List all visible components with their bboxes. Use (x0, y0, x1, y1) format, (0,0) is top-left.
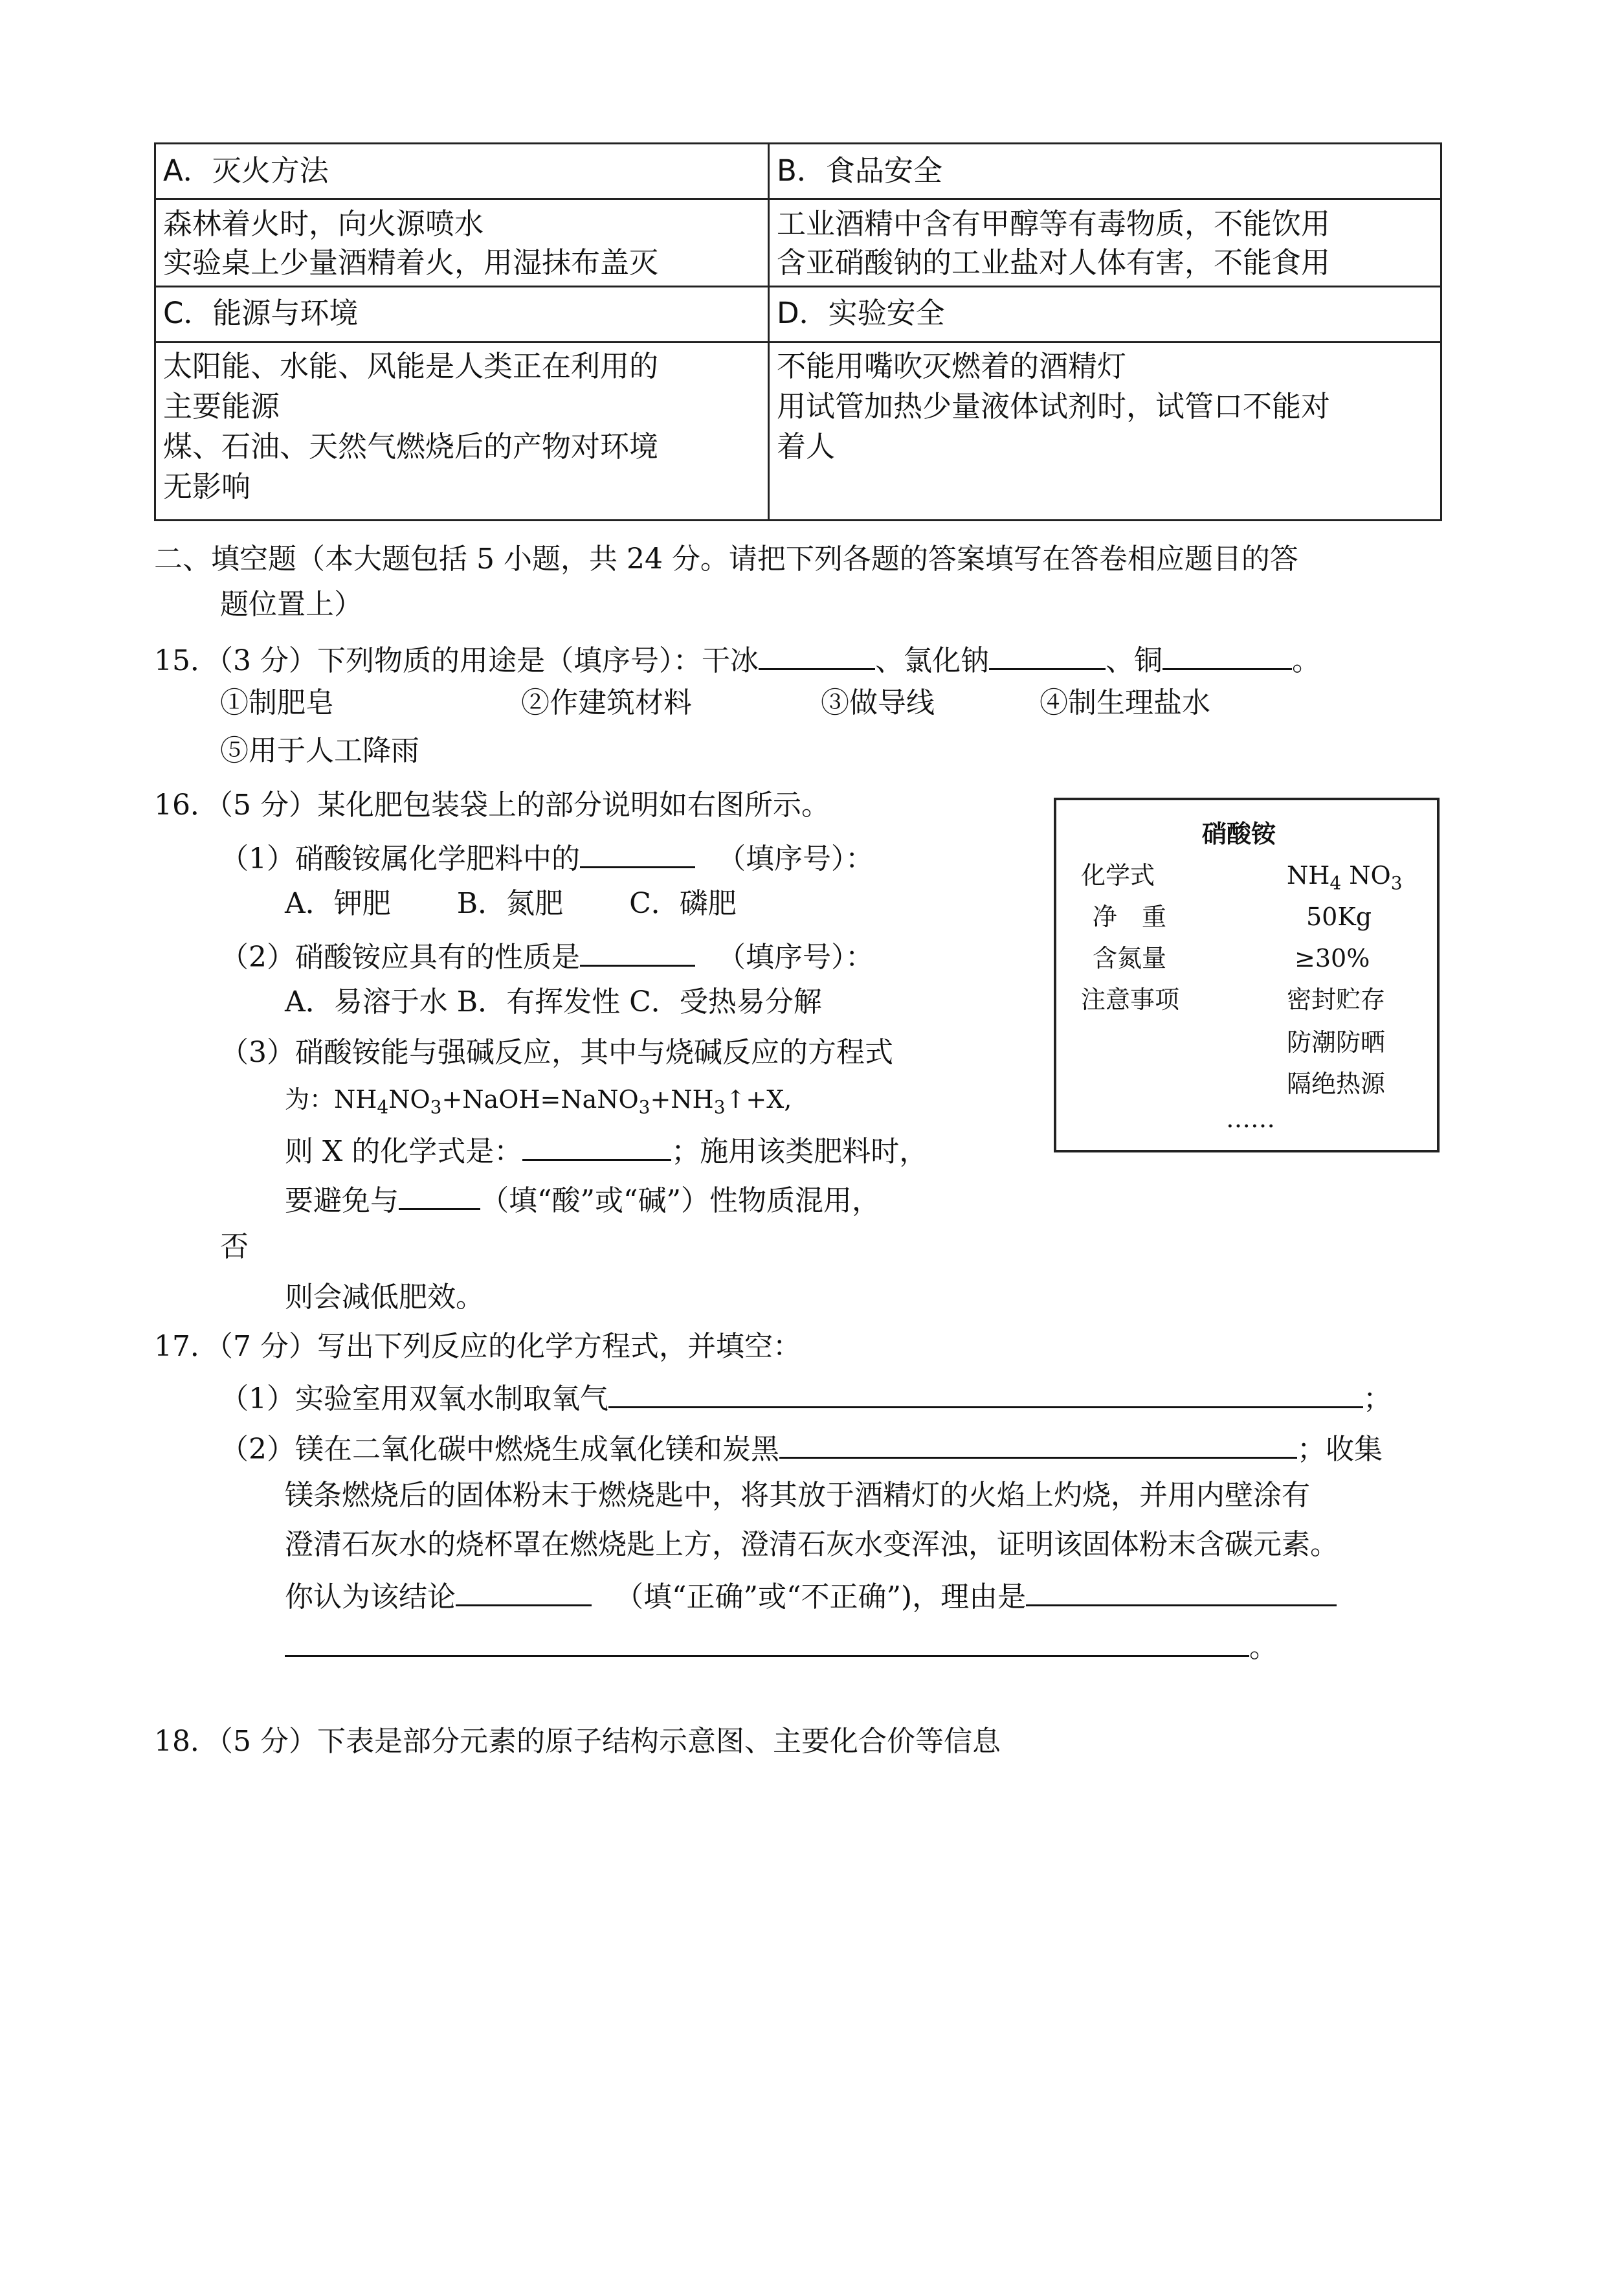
table-rule (154, 198, 1442, 200)
answer-blank[interactable] (989, 638, 1106, 670)
label-value: 50Kg (1306, 903, 1372, 931)
question-15 (154, 638, 1320, 680)
cell-c-line: 主要能源 (163, 389, 280, 423)
q16-part2 (220, 935, 874, 977)
q17-part1-text: （1）实验室用双氧水制取氧气 (220, 1382, 608, 1415)
cell-c-line: 太阳能、水能、风能是人类正在利用的 (163, 349, 659, 383)
equation-text: NO (388, 1085, 430, 1114)
answer-blank[interactable] (1026, 1575, 1337, 1606)
q17-part1 (220, 1376, 1392, 1419)
answer-blank[interactable] (522, 1129, 671, 1161)
answer-blank[interactable] (580, 935, 695, 967)
q16-equation (285, 1080, 792, 1119)
q17-part2 (220, 1427, 1383, 1469)
label-value-sub: 4 (1329, 872, 1342, 894)
q15-stem: 、氯化钠 (874, 644, 989, 677)
label-value-text: NO (1341, 861, 1391, 890)
label-value: 隔绝热源 (1287, 1070, 1386, 1098)
q15-stem: 15．（3 分）下列物质的用途是（填序号）：干冰 (154, 644, 759, 677)
q16-part1-options: A．钾肥 B．氮肥 C．磷肥 (285, 887, 737, 920)
table-rule (1440, 142, 1442, 521)
q16-last: 则会减低肥效。 (285, 1281, 484, 1314)
table-rule (154, 341, 1442, 343)
cell-a-header: A．灭火方法 (163, 153, 329, 188)
label-value: ≥30% (1295, 944, 1370, 972)
q16-part2-options: A．易溶于水 B．有挥发性 C．受热易分解 (285, 985, 822, 1018)
label-key: 注意事项 (1081, 985, 1180, 1014)
q16-part3: （3）硝酸铵能与强碱反应，其中与烧碱反应的方程式 (220, 1036, 893, 1069)
equation-text: +NaOH=NaNO (441, 1085, 639, 1114)
q16-avoid-text: 要避免与 (285, 1184, 399, 1217)
q17-line: 镁条燃烧后的固体粉末于燃烧匙中，将其放于酒精灯的火焰上灼烧，并用内壁涂有 (285, 1479, 1310, 1512)
table-rule (768, 142, 770, 521)
table-rule (154, 142, 156, 521)
label-key: 净 重 (1093, 903, 1167, 931)
question-16: 16．（5 分）某化肥包装袋上的部分说明如右图所示。 (154, 789, 830, 822)
q17-line: 澄清石灰水的烧杯罩在燃烧匙上方，澄清石灰水变浑浊，证明该固体粉末含碳元素。 (285, 1528, 1339, 1561)
cell-c-line: 煤、石油、天然气燃烧后的产物对环境 (163, 429, 659, 464)
answer-blank[interactable] (456, 1575, 592, 1606)
label-key: 化学式 (1081, 861, 1155, 890)
cell-d-line: 不能用嘴吹灭燃着的酒精灯 (777, 349, 1127, 383)
q15-option: ②作建筑材料 (521, 686, 692, 719)
label-value: 密封贮存 (1287, 985, 1386, 1014)
q17-part2-end: ；收集 (1297, 1433, 1383, 1466)
q16-part1 (220, 837, 874, 879)
q17-part2-text: （2）镁在二氧化碳中燃烧生成氧化镁和炭黑 (220, 1433, 779, 1466)
fertilizer-label (1054, 798, 1440, 1152)
label-ellipsis: …… (1226, 1105, 1275, 1133)
answer-blank[interactable] (285, 1625, 1249, 1657)
question-17: 17．（7 分）写出下列反应的化学方程式，并填空： (154, 1330, 801, 1363)
q16-avoid-text: （填“酸”或“碱”）性物质混用， (480, 1184, 880, 1217)
cell-a-line: 森林着火时，向火源喷水 (163, 207, 484, 241)
q16-avoid (285, 1178, 880, 1220)
equation-text: 为：NH (285, 1085, 377, 1114)
q15-stem: 、铜 (1105, 644, 1162, 677)
q16-part2-text: （2）硝酸铵应具有的性质是 (220, 941, 580, 974)
cell-b-line: 工业酒精中含有甲醇等有毒物质，不能饮用 (777, 207, 1331, 241)
equation-text: ↑+X, (725, 1085, 792, 1114)
answer-blank[interactable] (759, 638, 875, 670)
q17-line-text: （填“正确”或“不正确”)，理由是 (615, 1580, 1027, 1613)
equation-text: +NH (650, 1085, 714, 1114)
q17-line-end: 。 (1249, 1631, 1278, 1664)
cell-c-line: 无影响 (163, 469, 251, 504)
cell-d-header: D．实验安全 (777, 296, 945, 330)
label-value (1287, 860, 1403, 894)
q15-option: ③做导线 (821, 686, 935, 719)
q16-fou: 否 (220, 1230, 249, 1263)
q15-option: ①制肥皂 (220, 686, 334, 719)
q16-part1-tail: （填序号）： (717, 842, 874, 875)
answer-blank[interactable] (779, 1427, 1297, 1459)
cell-d-line: 用试管加热少量液体试剂时，试管口不能对 (777, 389, 1331, 423)
q16-part1-text: （1）硝酸铵属化学肥料中的 (220, 842, 580, 875)
answer-blank[interactable] (399, 1178, 480, 1210)
answer-blank[interactable] (580, 837, 695, 868)
cell-a-line: 实验桌上少量酒精着火，用湿抹布盖灭 (163, 245, 659, 280)
label-title: 硝酸铵 (1202, 819, 1276, 848)
q16-x-text: 则 X 的化学式是： (285, 1135, 523, 1168)
label-value-sub: 3 (1390, 872, 1403, 894)
q17-line-text: 你认为该结论 (285, 1580, 456, 1613)
table-rule (154, 142, 1442, 144)
q15-option: ④制生理盐水 (1040, 686, 1210, 719)
cell-d-line: 着人 (777, 429, 836, 464)
cell-b-line: 含亚硝酸钠的工业盐对人体有害，不能食用 (777, 245, 1331, 280)
q17-part1-end: ； (1363, 1382, 1392, 1415)
q15-stem: 。 (1291, 644, 1320, 677)
cell-b-header: B．食品安全 (777, 153, 942, 188)
q17-line (285, 1625, 1278, 1667)
cell-c-header: C．能源与环境 (163, 296, 359, 330)
table-rule (154, 286, 1442, 287)
answer-blank[interactable] (608, 1376, 1363, 1408)
label-key: 含氮量 (1093, 944, 1167, 972)
q16-part2-tail: （填序号）： (717, 941, 874, 974)
equation-subscript: 4 (377, 1096, 389, 1118)
q16-x-formula (285, 1129, 928, 1171)
q16-x-text: ；施用该类肥料时， (671, 1135, 928, 1168)
q17-line (285, 1575, 1337, 1617)
q15-option: ⑤用于人工降雨 (220, 734, 419, 767)
table-rule (154, 519, 1442, 521)
section-heading: 二、填空题（本大题包括 5 小题，共 24 分。请把下列各题的答案填写在答卷相应题目的答 (154, 543, 1298, 576)
comparison-table (154, 142, 1442, 521)
section-heading-cont: 题位置上） (220, 588, 362, 621)
equation-subscript: 3 (713, 1096, 726, 1118)
label-value-text: NH (1287, 861, 1330, 890)
equation-subscript: 3 (430, 1096, 442, 1118)
answer-blank[interactable] (1162, 638, 1292, 670)
label-value: 防潮防晒 (1287, 1028, 1386, 1057)
equation-subscript: 3 (638, 1096, 651, 1118)
question-18: 18．（5 分）下表是部分元素的原子结构示意图、主要化合价等信息 (154, 1725, 1001, 1758)
